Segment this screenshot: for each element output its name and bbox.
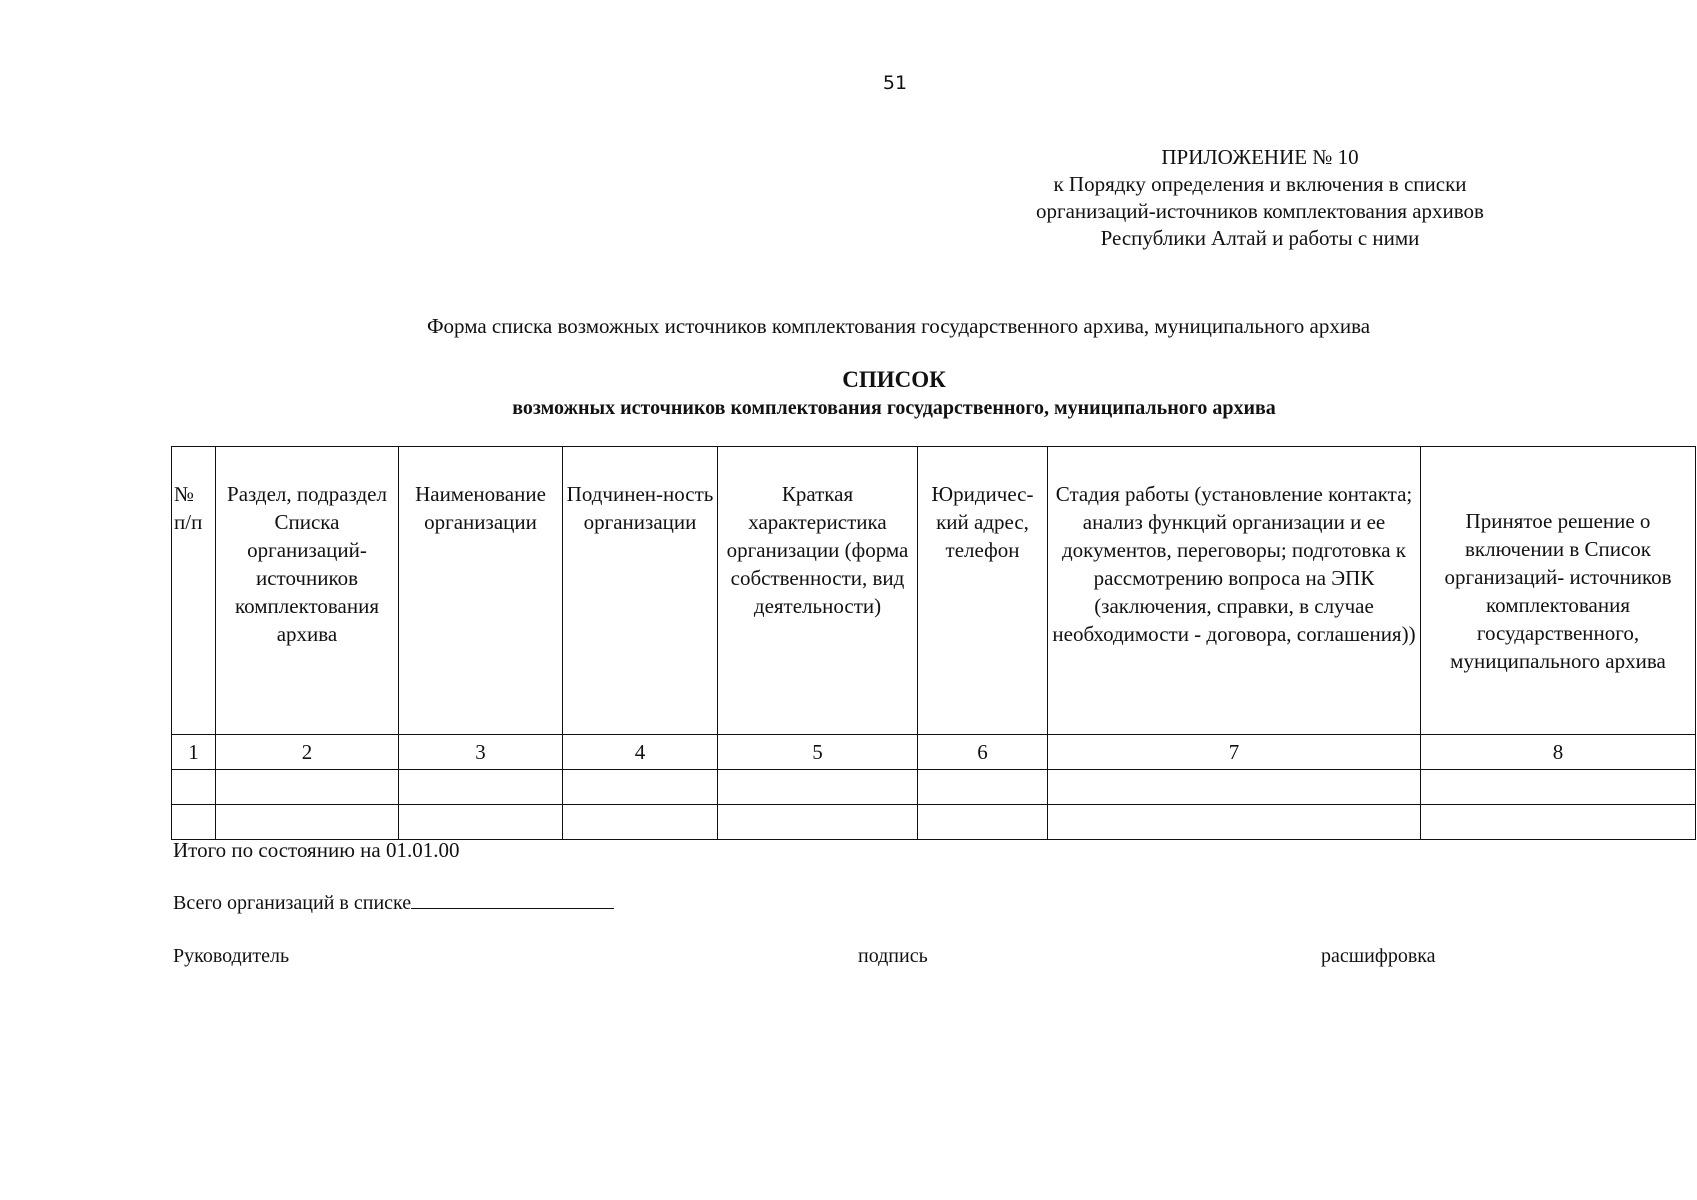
decoding-label: расшифровка [1321,945,1436,967]
column-number: 4 [563,735,718,770]
list-title: СПИСОК [842,367,946,392]
header-description: Краткая характеристика организации (форма собственности, вид деятельности) [718,447,918,735]
table-cell [216,805,399,840]
signature-label: подпись [858,945,928,967]
total-orgs-label: Всего организаций в списке [173,892,412,914]
header-legal-address: Юридичес-кий адрес, телефон [918,447,1048,735]
header-decision: Принятое решение о включении в Список организаций- источников комплектования государственного, муниципального архива [1421,447,1696,735]
header-organization-name: Наименование организации [399,447,563,735]
table-row [172,805,1696,840]
table-row [172,770,1696,805]
appendix-line: Республики Алтай и работы с ними [1100,226,1420,250]
table-cell [1048,805,1421,840]
appendix-line: к Порядку определения и включения в списки [1053,172,1467,196]
header-subordination: Подчинен-ность организации [563,447,718,735]
header-work-stage: Стадия работы (установление контакта; анализ функций организации и ее документов, переговоры; подготовка к рассмотрению вопроса на ЭПК (заключения, справки, в случае необходимости - договора, соглашения)) [1048,447,1421,735]
column-number: 5 [718,735,918,770]
column-number: 1 [172,735,216,770]
table-cell [718,805,918,840]
total-orgs-blank [411,890,614,909]
table-cell [399,770,563,805]
form-title: Форма списка возможных источников комплектования государственного архива, муниципального архива [426,314,1371,338]
list-subtitle: возможных источников комплектования государственного, муниципального архива [512,397,1276,419]
table-cell [918,770,1048,805]
table-cell [1048,770,1421,805]
table-cell [172,805,216,840]
appendix-line: организаций-источников комплектования архивов [1036,199,1484,223]
sources-table [171,446,1696,840]
page-number: 51 [882,72,908,94]
table-cell [918,805,1048,840]
table-cell [1421,770,1696,805]
column-number: 2 [216,735,399,770]
total-orgs-line [173,890,614,915]
column-number-row [172,735,1696,770]
table-cell [399,805,563,840]
appendix-block [960,144,1560,252]
table-cell [216,770,399,805]
column-number: 8 [1421,735,1696,770]
column-number: 7 [1048,735,1421,770]
table-cell [718,770,918,805]
total-as-of: Итого по состоянию на 01.01.00 [173,838,460,862]
header-section: Раздел, подраздел Списка организаций-источников комплектования архива [216,447,399,735]
column-number: 6 [918,735,1048,770]
table-cell [172,770,216,805]
table-header-row [172,447,1696,735]
column-number: 3 [399,735,563,770]
head-label: Руководитель [173,945,290,967]
appendix-title: ПРИЛОЖЕНИЕ № 10 [1161,145,1359,169]
table-cell [1421,805,1696,840]
table-cell [563,770,718,805]
table-cell [563,805,718,840]
header-number: № п/п [172,447,216,735]
